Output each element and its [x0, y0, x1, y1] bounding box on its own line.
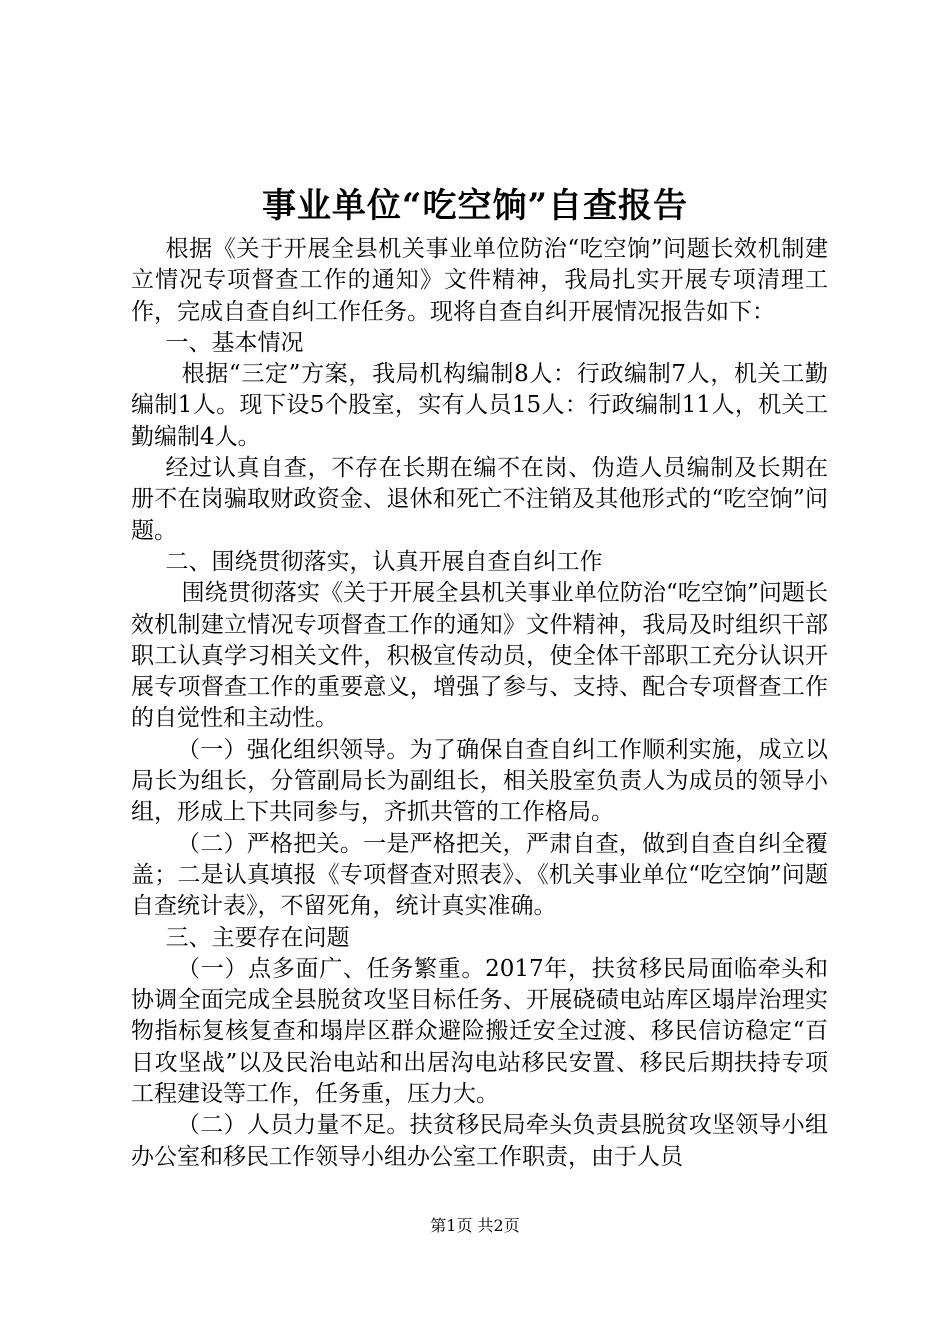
page-number: 第1页 共2页	[430, 1216, 520, 1235]
intro-paragraph: 根据《关于开展全县机关事业单位防治“吃空饷”问题长效机制建立情况专项督查工作的通知》文件精神，我局扎实开展专项清理工作，完成自查自纠工作任务。现将自查自纠开展情况报告如下：	[131, 236, 828, 325]
document-body	[131, 234, 828, 1173]
document-title: 事业单位“吃空饷”自查报告	[261, 186, 689, 226]
section-heading-problems: 三、主要存在问题	[165, 924, 350, 951]
staffing-paragraph: 根据“三定”方案，我局机构编制8人：行政编制7人，机关工勤编制1人。现下设5个股室，实有人员15人：行政编制11人，机关工勤编制4人。	[131, 361, 828, 450]
section-heading-implementation: 二、围绕贯彻落实，认真开展自查自纠工作	[165, 548, 603, 575]
section-heading-basic-info: 一、基本情况	[165, 329, 304, 356]
organization-leadership-paragraph: （一）强化组织领导。为了确保自查自纠工作顺利实施，成立以局长为组长，分管副局长为副组长，相关股室负责人为成员的领导小组，形成上下共同参与，齐抓共管的工作格局。	[131, 736, 828, 826]
strict-check-paragraph: （二）严格把关。一是严格把关，严肃自查，做到自查自纠全覆盖；二是认真填报《专项督查对照表》、《机关事业单位“吃空饷”问题自查统计表》，不留死角，统计真实准确。	[131, 830, 828, 920]
heavy-tasks-paragraph: （一）点多面广、任务繁重。2017年，扶贫移民局面临牵头和协调全面完成全县脱贫攻坚目标任务、开展硗碛电站库区塌岸治理实物指标复核复查和塌岸区群众避险搬迁安全过渡、移民信访稳定“百日攻坚战”以及民治电站和出居沟电站移民安置、移民后期扶持专项工程建设等工作，任务重，压力大。	[131, 955, 828, 1108]
self-check-result-paragraph: 经过认真自查，不存在长期在编不在岗、伪造人员编制及长期在册不在岗骗取财政资金、退休和死亡不注销及其他形式的“吃空饷”问题。	[131, 455, 828, 544]
implementation-paragraph: 围绕贯彻落实《关于开展全县机关事业单位防治“吃空饷”问题长效机制建立情况专项督查工作的通知》文件精神，我局及时组织干部职工认真学习相关文件，积极宣传动员，使全体干部职工充分认识开展专项督查工作的重要意义，增强了参与、支持、配合专项督查工作的自觉性和主动性。	[131, 580, 828, 732]
insufficient-staff-paragraph: （二）人员力量不足。扶贫移民局牵头负责县脱贫攻坚领导小组办公室和移民工作领导小组办公室工作职责，由于人员	[131, 1112, 828, 1170]
